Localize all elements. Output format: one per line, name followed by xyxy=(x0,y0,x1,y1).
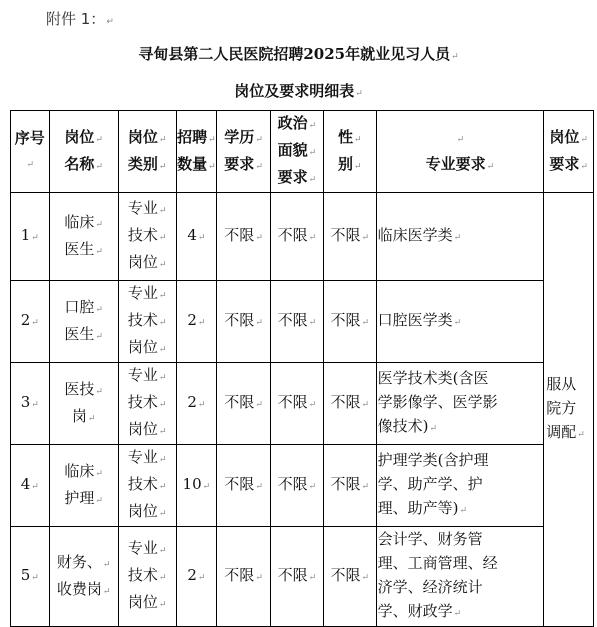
cell-post-name: 口腔↵ 医生↵ xyxy=(49,281,118,363)
table-row xyxy=(11,363,594,445)
cell-post-category: 专业↵ 技术↵ 岗位↵ xyxy=(118,363,176,445)
cell-seq: 3↵ xyxy=(11,363,50,445)
cell-education: 不限↵ xyxy=(217,527,271,627)
cell-seq: 1↵ xyxy=(11,193,50,281)
cell-recruit-count: 2↵ xyxy=(176,363,217,445)
cell-post-name: 临床↵ 医生↵ xyxy=(49,193,118,281)
cell-political: 不限↵ xyxy=(271,363,324,445)
cell-education: 不限↵ xyxy=(217,445,271,527)
cell-post-category: 专业↵ 技术↵ 岗位↵ xyxy=(118,193,176,281)
cell-seq: 2↵ xyxy=(11,281,50,363)
cell-gender: 不限↵ xyxy=(323,193,376,281)
cell-recruit-count: 4↵ xyxy=(176,193,217,281)
header-post-name: 岗位↵ 名称↵ xyxy=(49,111,118,193)
cell-post-name: 医技↵ 岗↵ xyxy=(49,363,118,445)
cell-education: 不限↵ xyxy=(217,363,271,445)
table-header-row xyxy=(11,111,594,193)
cell-post-requirement: 服从 院方 调配↵ xyxy=(544,193,594,627)
attachment-label: 附件 1：↵ xyxy=(46,10,114,28)
cell-post-category: 专业↵ 技术↵ 岗位↵ xyxy=(118,527,176,627)
table-row xyxy=(11,527,594,627)
cell-recruit-count: 2↵ xyxy=(176,281,217,363)
cell-major: 口腔医学类↵ xyxy=(376,281,544,363)
document-subtitle: 岗位及要求明细表↵ xyxy=(234,82,363,100)
cell-post-name: 临床↵ 护理↵ xyxy=(49,445,118,527)
cell-recruit-count: 2↵ xyxy=(176,527,217,627)
cell-major: 会计学、财务管 理、工商管理、经 济学、经济统计 学、财政学↵ xyxy=(376,527,544,627)
cell-seq: 5↵ xyxy=(11,527,50,627)
cell-political: 不限↵ xyxy=(271,281,324,363)
document-title: 寻甸县第二人民医院招聘2025年就业见习人员↵ xyxy=(138,45,459,63)
header-education: 学历↵ 要求↵ xyxy=(217,111,271,193)
cell-political: 不限↵ xyxy=(271,445,324,527)
cell-gender: 不限↵ xyxy=(323,527,376,627)
cell-education: 不限↵ xyxy=(217,281,271,363)
table-row xyxy=(11,445,594,527)
header-seq: 序号↵ xyxy=(11,111,50,193)
cell-gender: 不限↵ xyxy=(323,445,376,527)
cell-seq: 4↵ xyxy=(11,445,50,527)
header-gender: 性↵ 别↵ xyxy=(323,111,376,193)
cell-political: 不限↵ xyxy=(271,193,324,281)
cell-education: 不限↵ xyxy=(217,193,271,281)
table-row xyxy=(11,193,594,281)
cell-post-name: 财务、↵ 收费岗↵ xyxy=(49,527,118,627)
cell-post-category: 专业↵ 技术↵ 岗位↵ xyxy=(118,281,176,363)
header-political: 政治↵ 面貌↵ 要求↵ xyxy=(271,111,324,193)
cell-gender: 不限↵ xyxy=(323,363,376,445)
cell-political: 不限↵ xyxy=(271,527,324,627)
cell-gender: 不限↵ xyxy=(323,281,376,363)
cell-major: 临床医学类↵ xyxy=(376,193,544,281)
header-recruit-count: 招聘↵ 数量↵ xyxy=(176,111,217,193)
table-row xyxy=(11,281,594,363)
cell-major: 护理学类(含护理 学、助产学、护 理、助产等)↵ xyxy=(376,445,544,527)
header-major: ↵ 专业要求↵ xyxy=(376,111,544,193)
cell-recruit-count: 10↵ xyxy=(176,445,217,527)
recruitment-table xyxy=(10,110,594,627)
cell-post-category: 专业↵ 技术↵ 岗位↵ xyxy=(118,445,176,527)
header-post-category: 岗位↵ 类别↵ xyxy=(118,111,176,193)
header-post-requirement: 岗位↵ 要求↵ xyxy=(544,111,594,193)
cell-major: 医学技术类(含医 学影像学、医学影 像技术)↵ xyxy=(376,363,544,445)
